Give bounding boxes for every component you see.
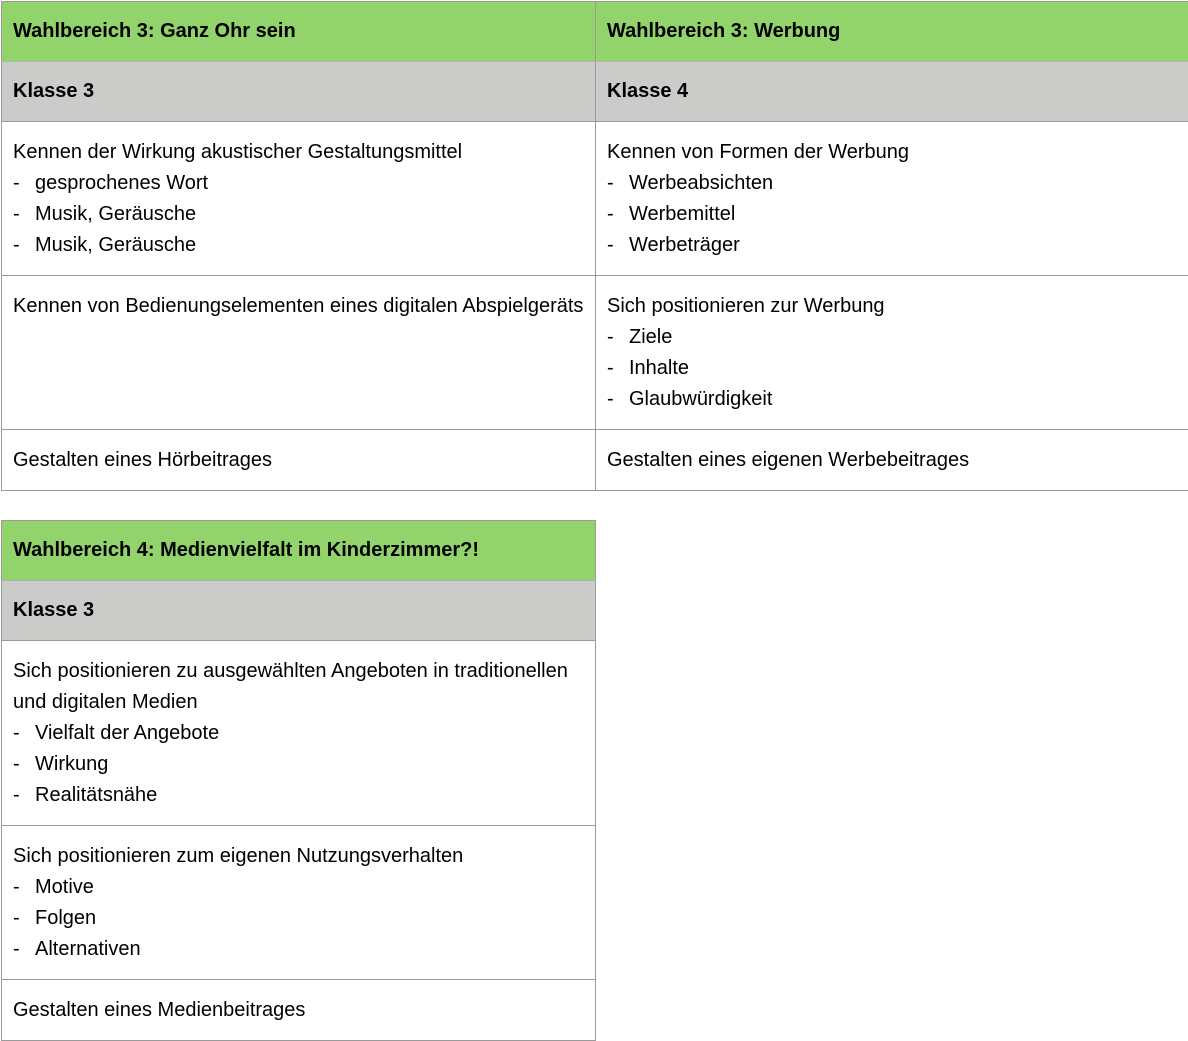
dash-marker: - xyxy=(13,168,20,199)
list-item-text: Glaubwürdigkeit xyxy=(629,388,772,410)
list-item xyxy=(13,718,584,749)
list-item xyxy=(607,230,1177,261)
dash-marker: - xyxy=(13,872,20,903)
table-row xyxy=(2,276,1188,430)
cell-lead-text: Sich positionieren zu ausgewählten Angeboten in traditionellen und digitalen Medien xyxy=(13,656,584,718)
list-item xyxy=(13,903,584,934)
table-row xyxy=(2,122,1188,276)
list-item-text: gesprochenes Wort xyxy=(35,172,208,194)
table-row xyxy=(2,826,596,980)
table-cell xyxy=(2,826,596,980)
list-item xyxy=(607,322,1177,353)
table-cell xyxy=(2,122,596,276)
dash-marker: - xyxy=(13,199,20,230)
wahlbereich-4-title: Wahlbereich 4: Medienvielfalt im Kinderzimmer?! xyxy=(2,521,596,581)
table-row xyxy=(2,980,596,1041)
dash-marker: - xyxy=(607,168,614,199)
list-item-text: Inhalte xyxy=(629,357,689,379)
wahlbereich-3-table xyxy=(1,1,1188,491)
table-row xyxy=(2,641,596,826)
table-row xyxy=(2,430,1188,491)
bullet-list xyxy=(13,168,584,261)
list-item-text: Wirkung xyxy=(35,753,108,775)
list-item xyxy=(607,199,1177,230)
list-item-text: Ziele xyxy=(629,326,672,348)
cell-lead-text: Gestalten eines Medienbeitrages xyxy=(13,995,584,1026)
dash-marker: - xyxy=(13,903,20,934)
klasse-label-hoeren: Klasse 3 xyxy=(2,62,596,122)
cell-lead-text: Kennen der Wirkung akustischer Gestaltungsmittel xyxy=(13,137,584,168)
klasse-row xyxy=(2,581,596,641)
header-row xyxy=(2,2,1188,62)
cell-lead-text: Gestalten eines eigenen Werbebeitrages xyxy=(607,445,1177,476)
dash-marker: - xyxy=(607,230,614,261)
klasse-label-werbung: Klasse 4 xyxy=(596,62,1188,122)
table-cell xyxy=(2,641,596,826)
list-item-text: Werbeträger xyxy=(629,234,740,256)
dash-marker: - xyxy=(607,322,614,353)
list-item xyxy=(13,872,584,903)
bullet-list xyxy=(607,322,1177,415)
dash-marker: - xyxy=(607,199,614,230)
cell-lead-text: Kennen von Formen der Werbung xyxy=(607,137,1177,168)
list-item xyxy=(607,384,1177,415)
list-item-text: Folgen xyxy=(35,907,96,929)
cell-lead-text: Sich positionieren zum eigenen Nutzungsverhalten xyxy=(13,841,584,872)
list-item-text: Werbeabsichten xyxy=(629,172,773,194)
table-cell xyxy=(596,276,1188,430)
table-cell xyxy=(2,430,596,491)
list-item xyxy=(13,230,584,261)
wahlbereich-3-hoeren-title: Wahlbereich 3: Ganz Ohr sein xyxy=(2,2,596,62)
list-item xyxy=(607,168,1177,199)
list-item xyxy=(13,168,584,199)
dash-marker: - xyxy=(13,230,20,261)
list-item xyxy=(13,199,584,230)
table-cell xyxy=(596,430,1188,491)
list-item-text: Werbemittel xyxy=(629,203,735,225)
bullet-list xyxy=(607,168,1177,261)
table-cell xyxy=(596,122,1188,276)
list-item-text: Musik, Geräusche xyxy=(35,203,196,225)
list-item xyxy=(13,934,584,965)
wahlbereich-4-table xyxy=(1,520,596,1041)
dash-marker: - xyxy=(13,749,20,780)
klasse-row xyxy=(2,62,1188,122)
dash-marker: - xyxy=(607,384,614,415)
bullet-list xyxy=(13,718,584,811)
dash-marker: - xyxy=(13,718,20,749)
table-cell xyxy=(2,276,596,430)
list-item xyxy=(13,749,584,780)
dash-marker: - xyxy=(607,353,614,384)
cell-lead-text: Kennen von Bedienungselementen eines digitalen Abspielgeräts xyxy=(13,291,584,322)
list-item-text: Motive xyxy=(35,876,94,898)
klasse-label-medien: Klasse 3 xyxy=(2,581,596,641)
dash-marker: - xyxy=(13,934,20,965)
cell-lead-text: Sich positionieren zur Werbung xyxy=(607,291,1177,322)
bullet-list xyxy=(13,872,584,965)
list-item xyxy=(607,353,1177,384)
list-item-text: Vielfalt der Angebote xyxy=(35,722,219,744)
list-item-text: Alternativen xyxy=(35,938,141,960)
list-item-text: Realitätsnähe xyxy=(35,784,157,806)
header-row xyxy=(2,521,596,581)
dash-marker: - xyxy=(13,780,20,811)
list-item xyxy=(13,780,584,811)
wahlbereich-3-werbung-title: Wahlbereich 3: Werbung xyxy=(596,2,1188,62)
list-item-text: Musik, Geräusche xyxy=(35,234,196,256)
table-cell xyxy=(2,980,596,1041)
cell-lead-text: Gestalten eines Hörbeitrages xyxy=(13,445,584,476)
